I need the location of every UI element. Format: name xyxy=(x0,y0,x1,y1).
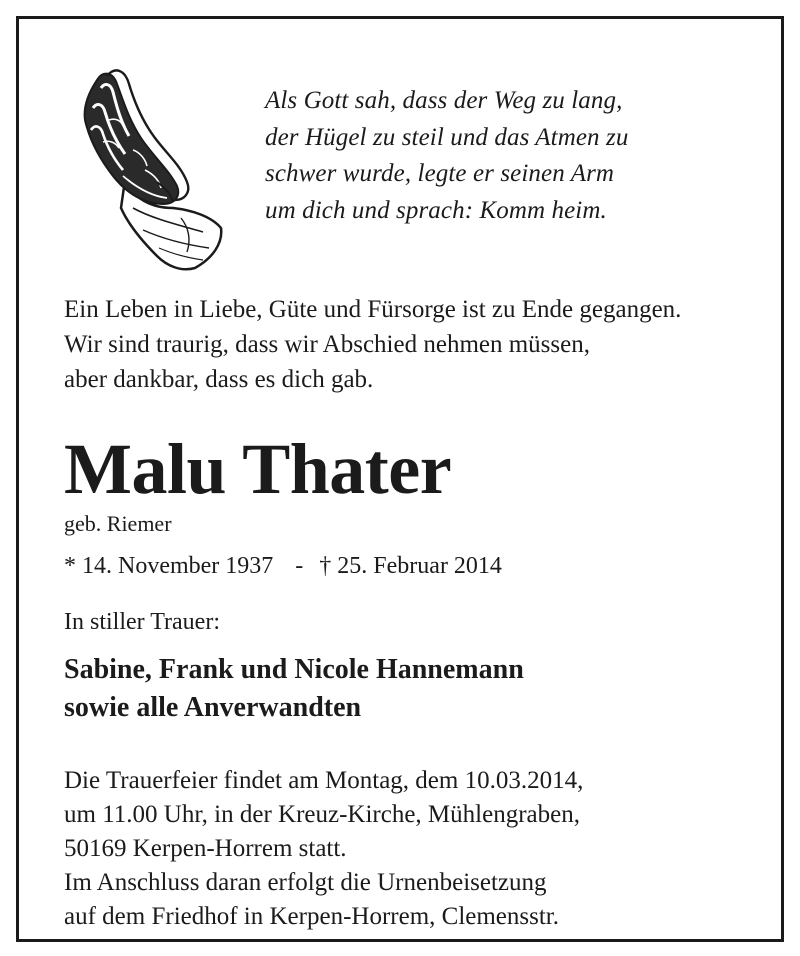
mourners-list xyxy=(64,651,524,727)
intro-line: aber dankbar, dass es dich gab. xyxy=(64,366,374,393)
poem-line: der Hügel zu steil und das Atmen zu xyxy=(265,123,629,151)
life-dates xyxy=(64,550,502,582)
poem-line: Als Gott sah, dass der Weg zu lang, xyxy=(265,87,623,114)
mourner-line: Sabine, Frank und Nicole Hannemann xyxy=(64,654,524,685)
deceased-name: Malu Thater xyxy=(64,429,452,509)
intro-text xyxy=(64,292,681,397)
intro-line: Wir sind traurig, dass wir Abschied nehmen müssen, xyxy=(64,331,590,358)
details-line: um 11.00 Uhr, in der Kreuz-Kirche, Mühlengraben, xyxy=(64,801,580,828)
mourner-line: sowie alle Anverwandten xyxy=(64,692,362,723)
birth-date: * 14. November 1937 xyxy=(64,553,274,579)
details-line: Im Anschluss daran erfolgt die Urnenbeisetzung xyxy=(64,869,547,896)
details-line: Die Trauerfeier findet am Montag, dem 10.03.2014, xyxy=(64,767,584,794)
poem-line: um dich und sprach: Komm heim. xyxy=(265,196,607,224)
maiden-name: geb. Riemer xyxy=(64,511,172,536)
poem-line: schwer wurde, legte er seinen Arm xyxy=(265,160,615,187)
date-separator: - xyxy=(295,553,304,579)
praying-hands-icon xyxy=(63,58,223,273)
poem xyxy=(265,83,628,229)
funeral-details xyxy=(64,764,583,934)
details-line: auf dem Friedhof in Kerpen-Horrem, Clemensstr. xyxy=(64,903,560,930)
death-date: † 25. Februar 2014 xyxy=(319,553,502,579)
intro-line: Ein Leben in Liebe, Güte und Fürsorge ist zu Ende gegangen. xyxy=(64,296,682,323)
obituary-frame xyxy=(16,16,784,942)
details-line: 50169 Kerpen-Horrem statt. xyxy=(64,835,347,862)
mourners-label: In stiller Trauer: xyxy=(64,609,220,635)
